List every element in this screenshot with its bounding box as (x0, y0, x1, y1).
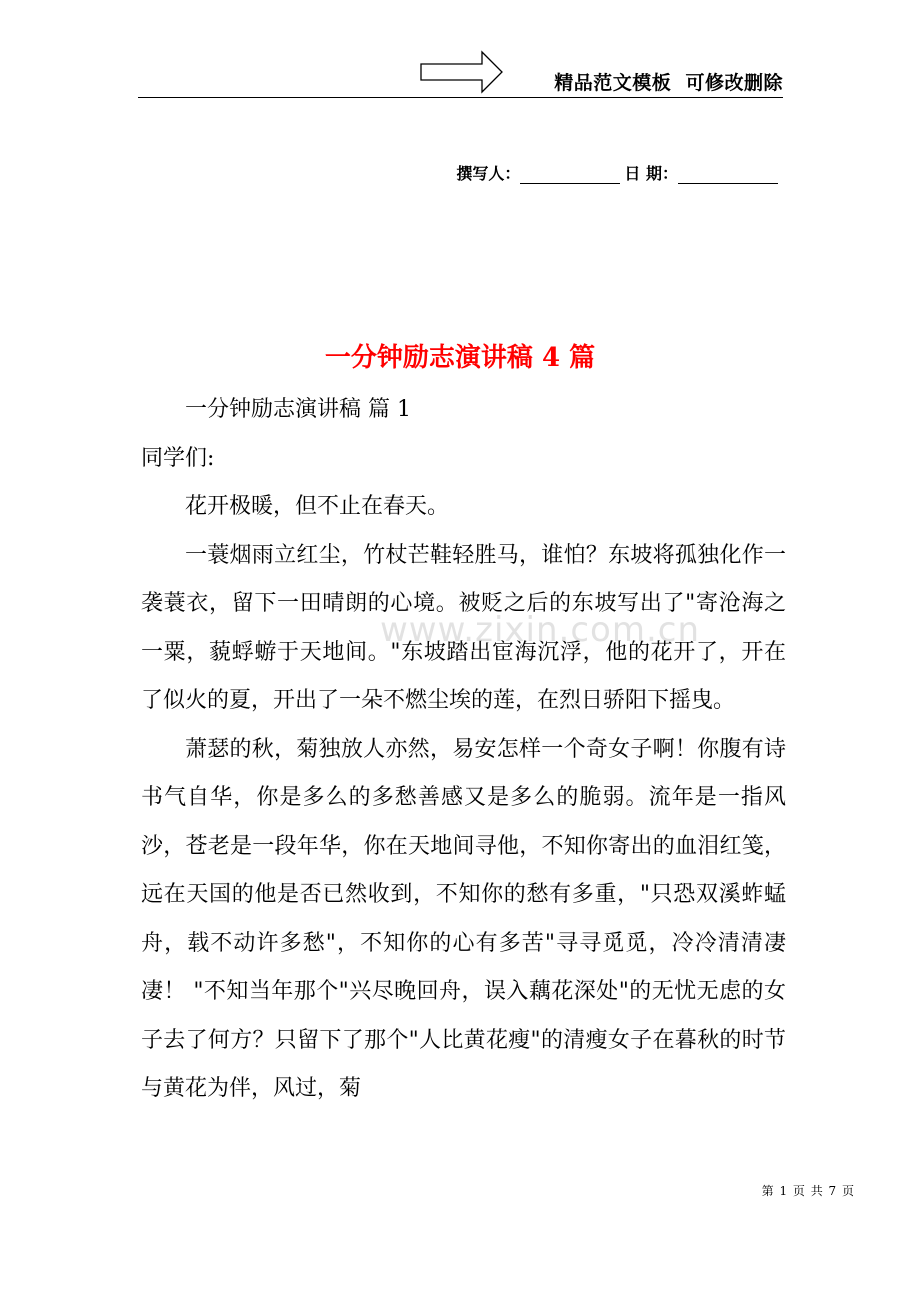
document-body (141, 386, 786, 1114)
paragraph: 一蓑烟雨立红尘，竹杖芒鞋轻胜马，谁怕？东坡将孤独化作一袭蓑衣，留下一田晴朗的心境。被贬之后的东坡写出了"寄沧海之一粟，藐蜉蝣于天地间。"东坡踏出宦海沉浮，他的花开了，开在了似火的夏，开出了一朵不燃尘埃的莲，在烈日骄阳下摇曳。 (141, 542, 786, 713)
author-blank (520, 165, 620, 184)
page-number: 第 1 页 共 7 页 (761, 1184, 854, 1198)
paragraph: 花开极暖，但不止在春天。 (185, 494, 450, 519)
watermark: www.zixin.com.cn (380, 610, 700, 650)
section-subtitle: 一分钟励志演讲稿 篇 1 (185, 397, 411, 422)
header-divider (138, 97, 783, 98)
greeting: 同学们: (141, 445, 215, 471)
date-label: 日 期： (624, 164, 678, 183)
page-header (138, 44, 783, 98)
document-title: 一分钟励志演讲稿 4 篇 (324, 343, 596, 373)
header-label: 精品范文模板 可修改删除 (554, 72, 783, 94)
arrow-right-icon (420, 50, 504, 94)
author-label: 撰写人： (456, 164, 521, 183)
date-blank (678, 165, 778, 184)
paragraph: 萧瑟的秋，菊独放人亦然，易安怎样一个奇女子啊！你腹有诗书气自华，你是多么的多愁善感又是多么的脆弱。流年是一指风沙，苍老是一段年华，你在天地间寻他，不知你寄出的血泪红笺，远在天国的他是否已然收到，不知你的愁有多重，"只恐双溪蚱蜢舟，载不动许多愁"，不知你的心有多苦"寻寻觅觅，冷冷清清凄凄！ "不知当年那个"兴尽晚回舟，误入藕花深处"的无忧无虑的女子去了何方？只留下了那个"人比黄花瘦"的清瘦女子在暮秋的时节与黄花为伴，风过，菊 (141, 736, 786, 1101)
author-date-line (456, 161, 782, 184)
